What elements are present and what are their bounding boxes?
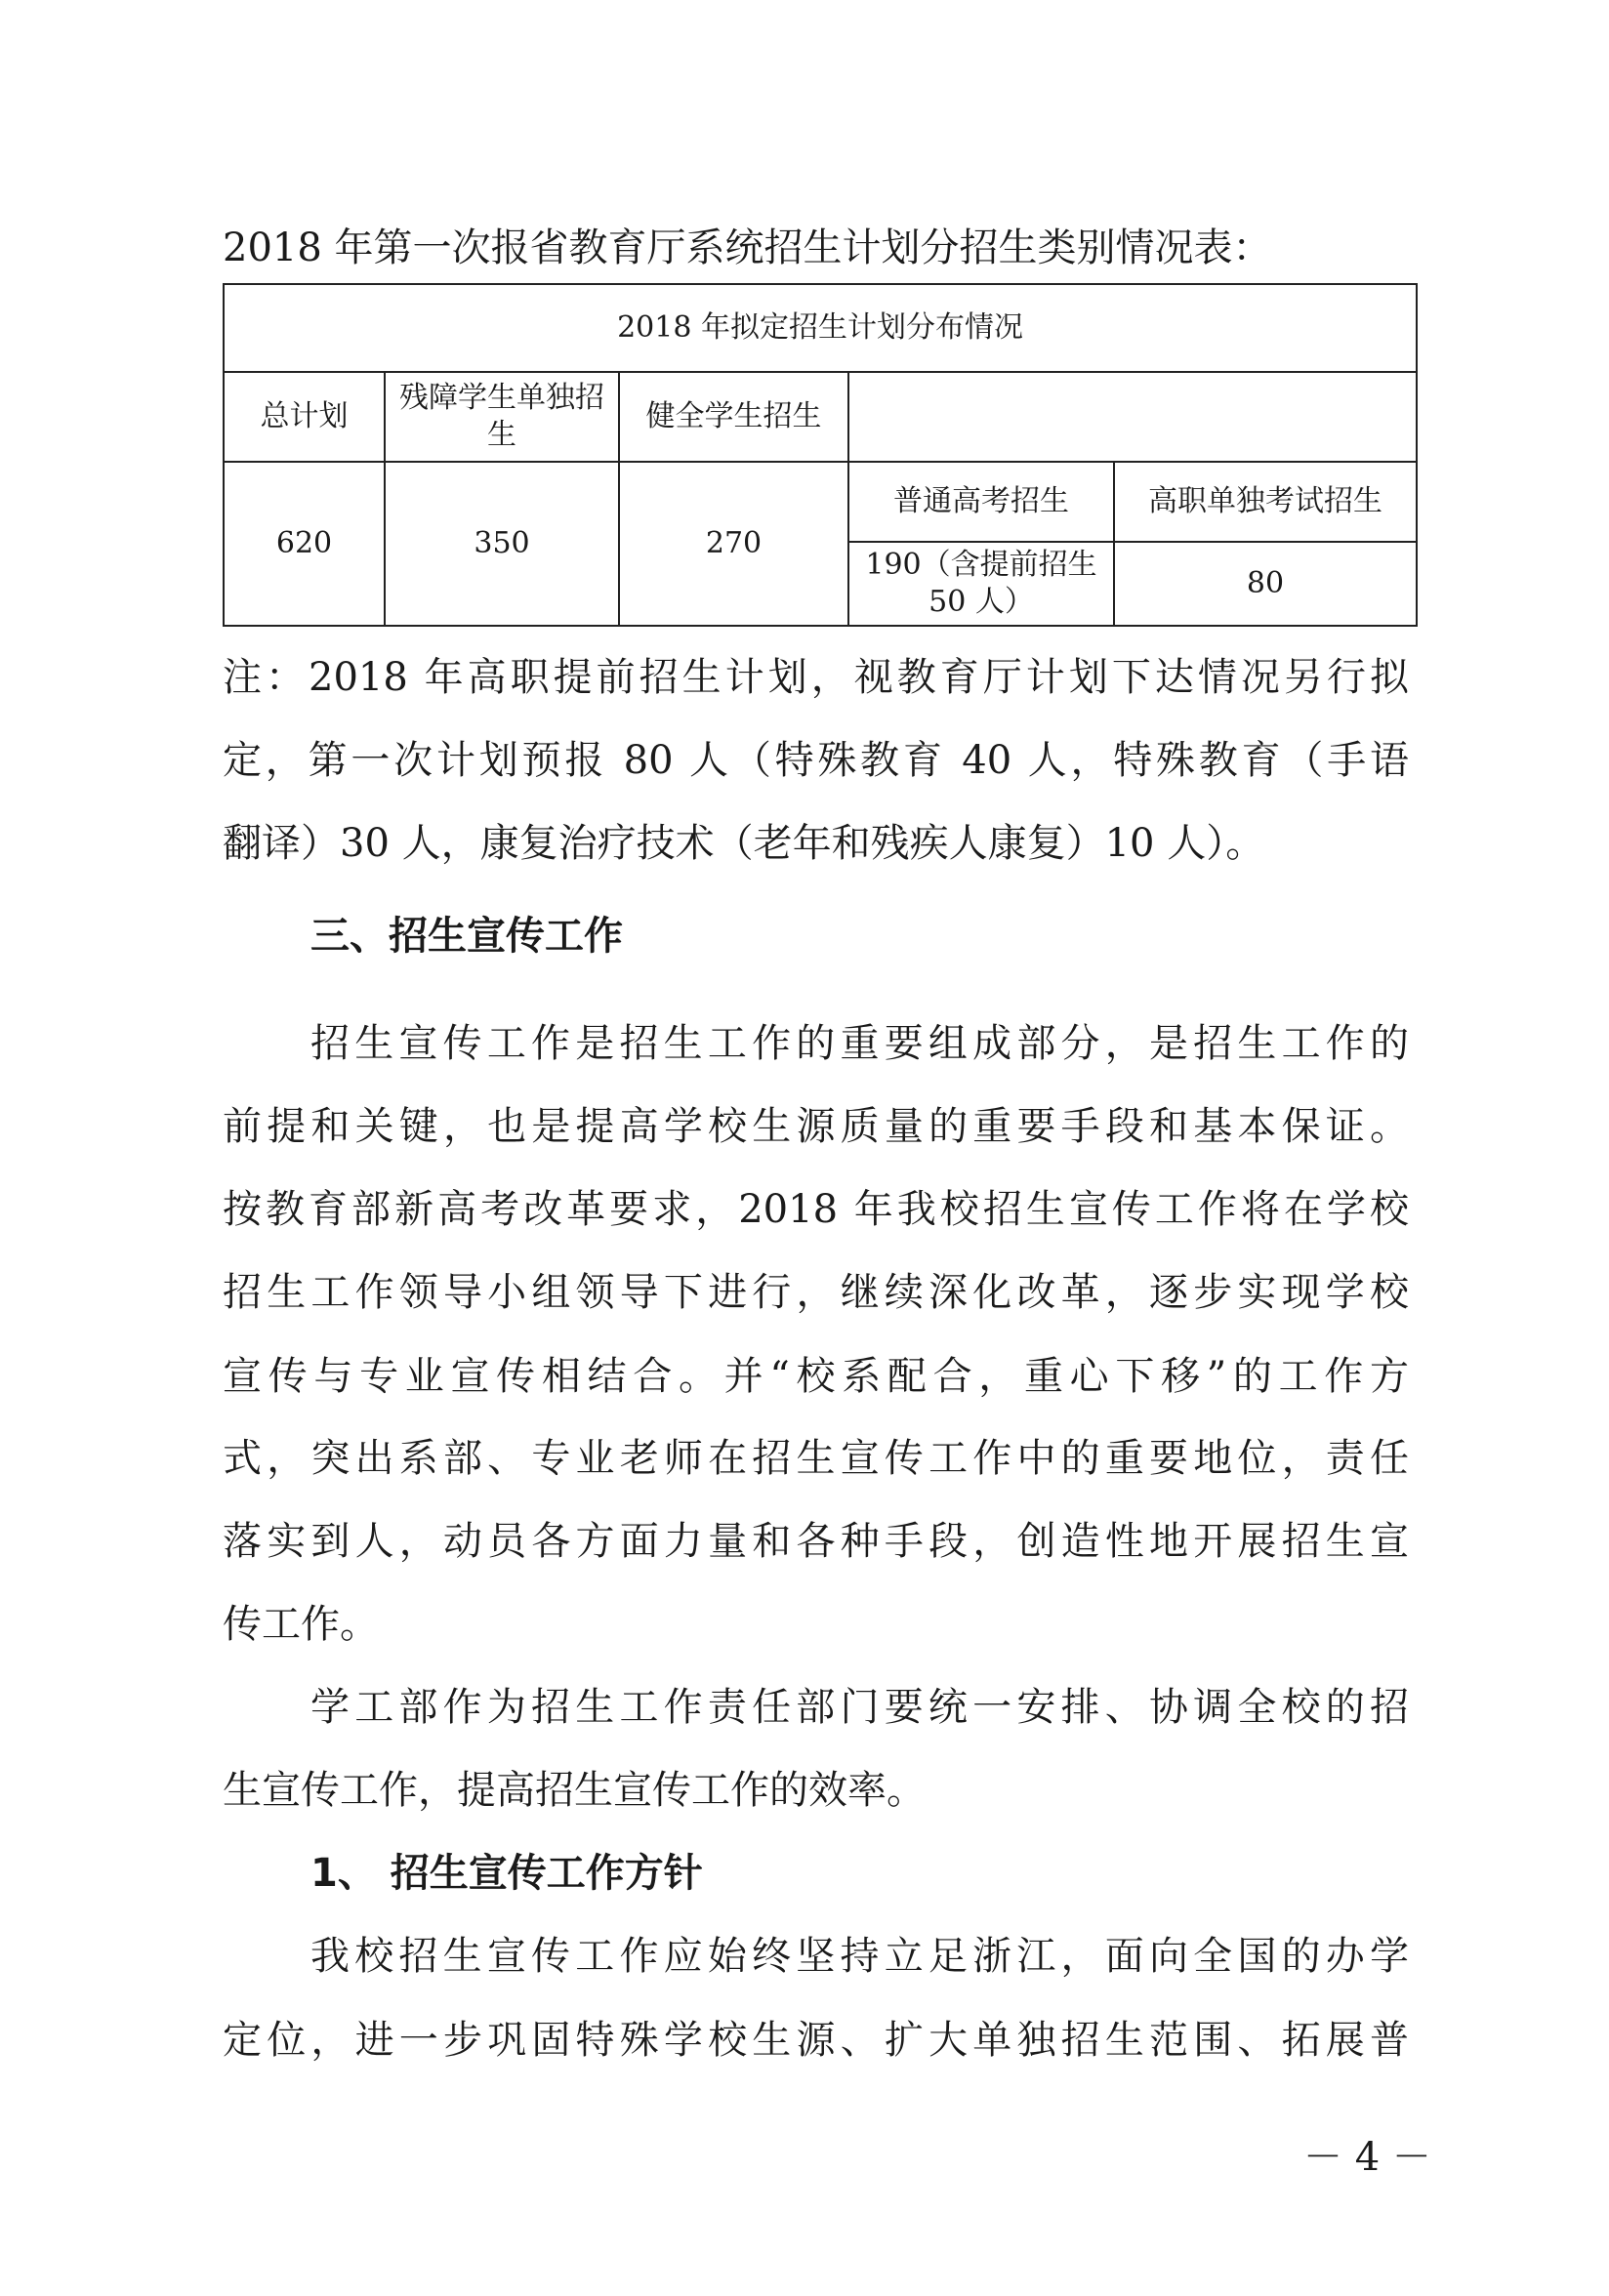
paragraph-line: 生宣传工作，提高招生宣传工作的效率。: [223, 1768, 926, 1813]
header-total: 总计划: [224, 372, 385, 462]
section-heading: 三、招生宣传工作: [310, 914, 623, 959]
enrollment-plan-table: [223, 283, 1418, 627]
table-title: 2018 年拟定招生计划分布情况: [224, 284, 1417, 372]
value-vocational: 80: [1114, 542, 1417, 626]
header-healthy: 健全学生招生: [619, 372, 848, 462]
header-empty: [848, 372, 1417, 462]
value-gaokao: 190（含提前招生 50 人）: [848, 542, 1114, 626]
table-caption: 2018 年第一次报省教育厅系统招生计划分招生类别情况表：: [223, 226, 1272, 270]
note-line: 定，第一次计划预报 80 人（特殊教育 40 人，特殊教育（手语: [223, 738, 1409, 783]
page-number: － 4 －: [1303, 2135, 1431, 2180]
paragraph-line: 定位，进一步巩固特殊学校生源、扩大单独招生范围、拓展普: [223, 2018, 1409, 2063]
paragraph-line: 我校招生宣传工作应始终坚持立足浙江，面向全国的办学: [310, 1934, 1409, 1979]
paragraph-line: 招生宣传工作是招生工作的重要组成部分，是招生工作的: [310, 1021, 1409, 1066]
paragraph-line: 式，突出系部、专业老师在招生宣传工作中的重要地位，责任: [223, 1436, 1409, 1481]
paragraph-line: 按教育部新高考改革要求，2018 年我校招生宣传工作将在学校: [223, 1187, 1409, 1232]
subheader-gaokao: 普通高考招生: [848, 462, 1114, 542]
value-disabled: 350: [385, 462, 619, 626]
note-line: 注：2018 年高职提前招生计划，视教育厅计划下达情况另行拟: [223, 655, 1409, 700]
paragraph-line: 学工部作为招生工作责任部门要统一安排、协调全校的招: [310, 1685, 1409, 1730]
subheader-vocational: 高职单独考试招生: [1114, 462, 1417, 542]
paragraph-line: 落实到人，动员各方面力量和各种手段，创造性地开展招生宣: [223, 1519, 1409, 1564]
paragraph-line: 传工作。: [223, 1602, 379, 1647]
paragraph-line: 宣传与专业宣传相结合。并“校系配合，重心下移”的工作方: [223, 1354, 1409, 1399]
note-line: 翻译）30 人，康复治疗技术（老年和残疾人康复）10 人）。: [223, 821, 1265, 866]
value-healthy: 270: [619, 462, 848, 626]
header-disabled: 残障学生单独招生: [385, 372, 619, 462]
paragraph-line: 前提和关键，也是提高学校生源质量的重要手段和基本保证。: [223, 1104, 1409, 1149]
value-total: 620: [224, 462, 385, 626]
paragraph-line: 招生工作领导小组领导下进行，继续深化改革，逐步实现学校: [223, 1270, 1409, 1315]
subheading: 1、 招生宣传工作方针: [310, 1851, 703, 1896]
